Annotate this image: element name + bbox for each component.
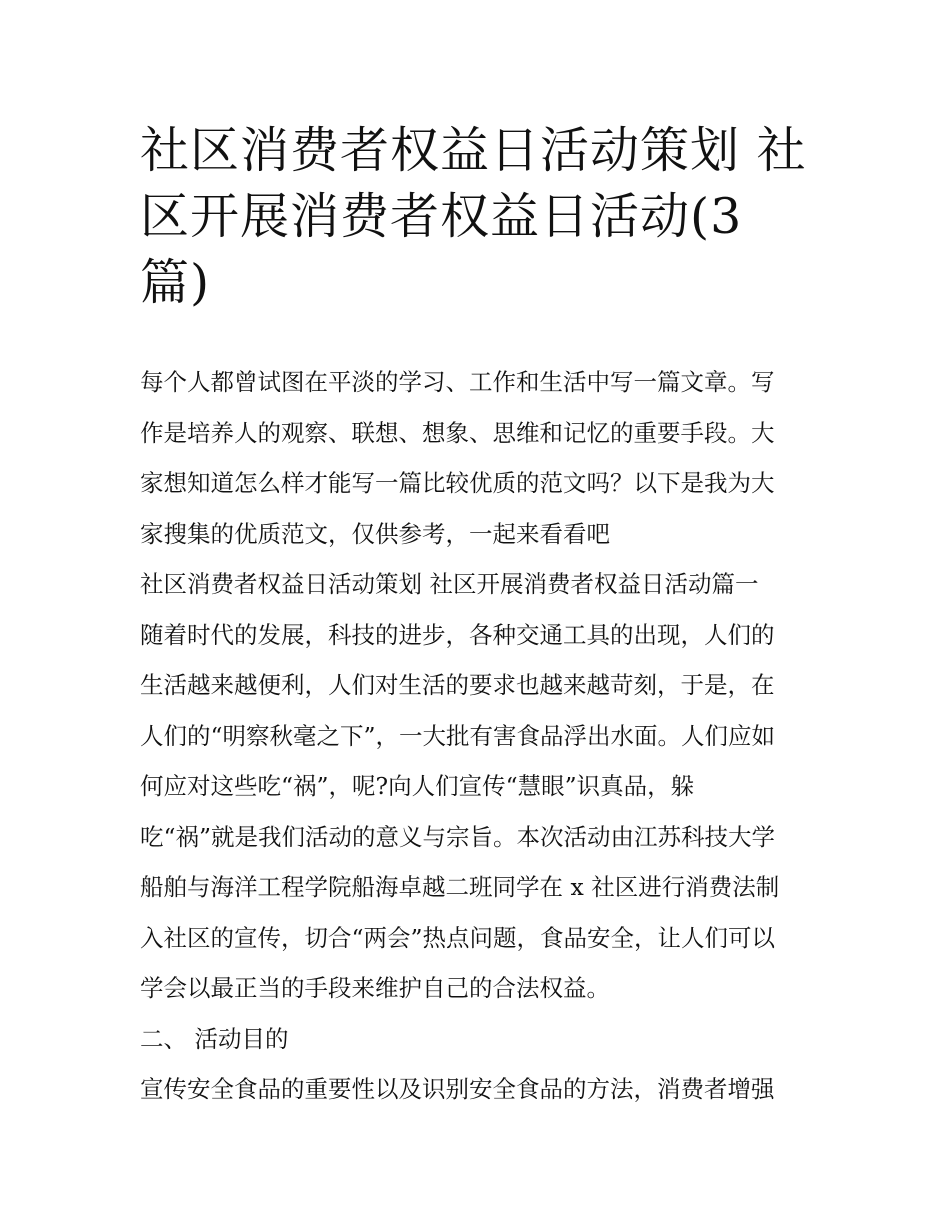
body-line: 人们的“明察秋毫之下”，一大批有害食品浮出水面。人们应如 bbox=[140, 721, 776, 750]
title-line: 社区消费者权益日活动策划 社 bbox=[140, 122, 807, 179]
body-line: 船舶与海洋工程学院船海卓越二班同学在 x 社区进行消费法制 bbox=[140, 873, 780, 901]
body-line: 吃“祸”就是我们活动的意义与宗旨。本次活动由江苏科技大学 bbox=[140, 822, 776, 851]
title-line: 篇) bbox=[140, 254, 211, 311]
document-body bbox=[140, 357, 820, 1115]
body-line: 随着时代的发展，科技的进步，各种交通工具的出现，人们的 bbox=[140, 620, 775, 649]
body-line: 入社区的宣传，切合“两会”热点问题，食品安全，让人们可以 bbox=[140, 923, 776, 952]
intro-line: 家搜集的优质范文，仅供参考，一起来看看吧 bbox=[140, 519, 610, 548]
title-line: 区开展消费者权益日活动(3 bbox=[140, 188, 743, 245]
section-heading-line: 社区消费者权益日活动策划 社区开展消费者权益日活动篇一 bbox=[140, 570, 759, 598]
section-heading-activity-purpose: 二、 活动目的 bbox=[140, 1024, 289, 1053]
intro-line: 每个人都曾试图在平淡的学习、工作和生活中写一篇文章。写 bbox=[140, 368, 775, 396]
body-line: 学会以最正当的手段来维护自己的合法权益。 bbox=[140, 974, 610, 1002]
body-line: 生活越来越便利，人们对生活的要求也越来越苛刻，于是，在 bbox=[140, 671, 775, 699]
intro-line: 作是培养人的观察、联想、想象、思维和记忆的重要手段。大 bbox=[140, 418, 775, 447]
body-line: 宣传安全食品的重要性以及识别安全食品的方法，消费者增强 bbox=[140, 1075, 775, 1103]
document-title bbox=[140, 118, 820, 316]
body-line: 何应对这些吃“祸”，呢?向人们宣传“慧眼”识真品，躲 bbox=[140, 772, 695, 800]
intro-line: 家想知道怎么样才能写一篇比较优质的范文吗？以下是我为大 bbox=[140, 469, 775, 497]
